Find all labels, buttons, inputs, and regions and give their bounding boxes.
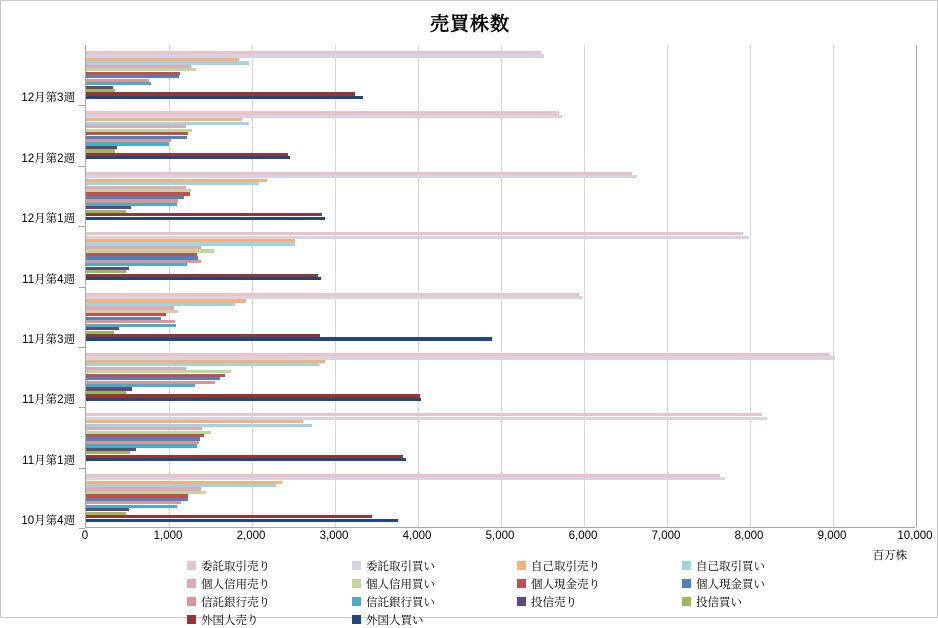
y-axis-labels: [1, 45, 81, 528]
legend-swatch-icon: [682, 561, 691, 570]
x-tick-label: 0: [81, 530, 89, 542]
legend-label: 委託取引買い: [366, 560, 435, 573]
bar: [86, 277, 321, 280]
legend-item: [352, 557, 517, 574]
bar-groups: [86, 45, 915, 527]
bar: [86, 519, 398, 522]
legend-swatch-icon: [187, 597, 196, 606]
legend-item: [517, 557, 682, 574]
x-tick-label: 6,000: [568, 530, 598, 542]
legend-item: [187, 575, 352, 592]
legend-swatch-icon: [187, 579, 196, 588]
legend-swatch-icon: [352, 597, 361, 606]
legend-item: [187, 611, 352, 628]
x-tick-label: 1,000: [153, 530, 183, 542]
legend-label: 個人信用買い: [366, 578, 435, 591]
legend-swatch-icon: [187, 615, 196, 624]
x-tick-label: 2,000: [236, 530, 266, 542]
legend-item: [517, 593, 682, 610]
legend-swatch-icon: [352, 579, 361, 588]
legend-label: 個人信用売り: [201, 578, 270, 591]
y-tick-label: 12月第1週: [21, 213, 75, 226]
y-tick-mark: [79, 528, 85, 529]
legend-swatch-icon: [517, 579, 526, 588]
y-tick-label: 12月第2週: [21, 152, 75, 165]
legend-item: [352, 593, 517, 610]
y-tick-label: 11月第4週: [22, 273, 75, 286]
legend-label: 外国人買い: [366, 614, 424, 627]
legend-item: [352, 611, 517, 628]
legend-label: 信託銀行買い: [366, 596, 435, 609]
bar-group: [86, 407, 915, 467]
legend-item: [682, 557, 847, 574]
chart-legend: [187, 557, 847, 628]
legend-swatch-icon: [517, 597, 526, 606]
legend-item: [517, 575, 682, 592]
bar: [86, 96, 363, 99]
legend-label: 自己取引買い: [696, 560, 765, 573]
y-tick-label: 11月第2週: [22, 394, 75, 407]
bar-group: [86, 347, 915, 407]
legend-item: [187, 593, 352, 610]
bar-group: [86, 166, 915, 226]
legend-swatch-icon: [352, 561, 361, 570]
legend-item: [187, 557, 352, 574]
x-tick-label: 5,000: [485, 530, 515, 542]
x-tick-label: 8,000: [734, 530, 764, 542]
bar-group: [86, 226, 915, 286]
legend-item: [352, 575, 517, 592]
x-tick-label: 10,000: [897, 530, 933, 542]
y-tick-label: 11月第1週: [22, 454, 75, 467]
legend-item: [682, 575, 847, 592]
legend-label: 投信買い: [696, 596, 742, 609]
bar-group: [86, 105, 915, 165]
legend-swatch-icon: [187, 561, 196, 570]
y-tick-label: 11月第3週: [22, 333, 75, 346]
legend-label: 個人現金売り: [531, 578, 600, 591]
legend-swatch-icon: [352, 615, 361, 624]
x-axis-title: 百万株: [872, 550, 907, 562]
x-axis-labels: [81, 530, 933, 548]
x-tick-label: 4,000: [402, 530, 432, 542]
x-tick-label: 7,000: [651, 530, 681, 542]
legend-label: 外国人売り: [201, 614, 259, 627]
bar: [86, 337, 492, 340]
y-tick-label: 12月第3週: [21, 92, 75, 105]
legend-item: [682, 593, 847, 610]
gridline: [916, 45, 917, 527]
plot-area: [85, 45, 915, 528]
legend-label: 委託取引売り: [201, 560, 270, 573]
legend-label: 自己取引売り: [531, 560, 600, 573]
bar-group: [86, 468, 915, 528]
bar-group: [86, 45, 915, 105]
legend-label: 信託銀行売り: [201, 596, 270, 609]
x-tick-label: 3,000: [319, 530, 349, 542]
legend-swatch-icon: [682, 579, 691, 588]
x-tick-label: 9,000: [817, 530, 847, 542]
legend-swatch-icon: [682, 597, 691, 606]
bar: [86, 156, 290, 159]
bar: [86, 217, 325, 220]
y-tick-label: 10月第4週: [21, 515, 75, 527]
bar: [86, 398, 421, 401]
bar-group: [86, 287, 915, 347]
chart-title: 売買株数: [429, 14, 510, 35]
legend-swatch-icon: [517, 561, 526, 570]
legend-label: 投信売り: [531, 596, 577, 609]
legend-label: 個人現金買い: [696, 578, 765, 591]
bar: [86, 458, 406, 461]
